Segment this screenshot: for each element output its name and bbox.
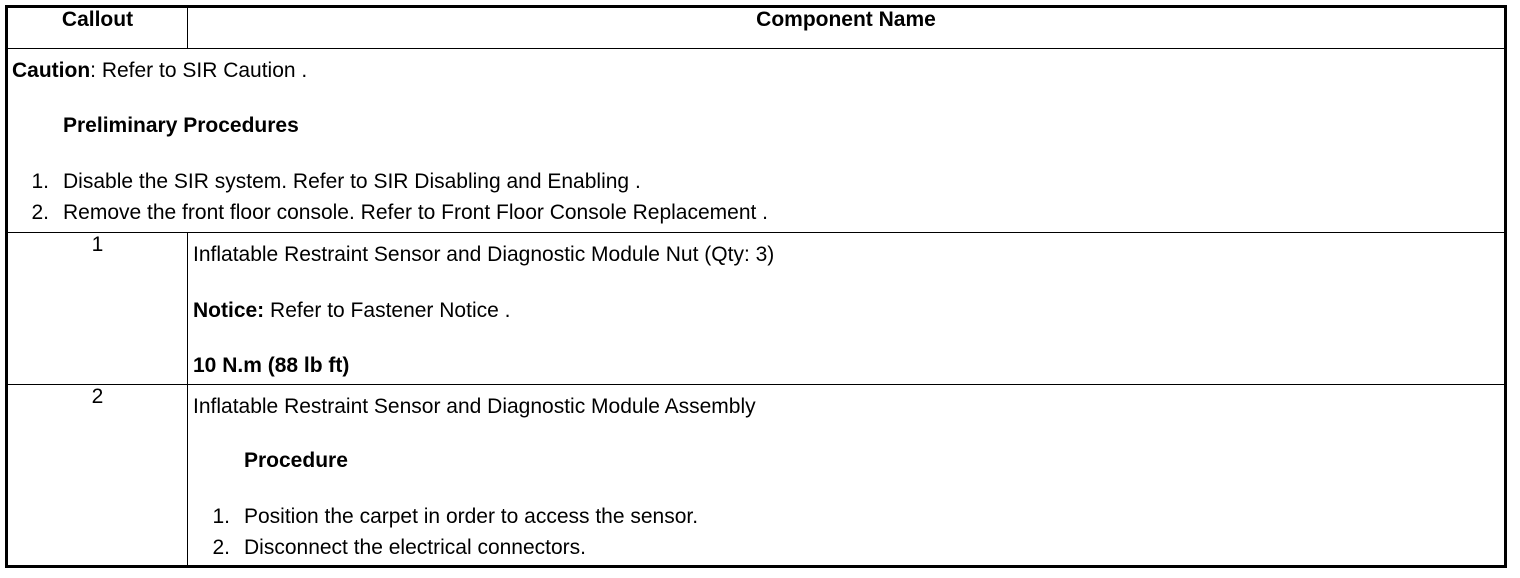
component-2-cell: [188, 385, 1506, 567]
intro-step-2: [19, 201, 768, 225]
procedure-step-1-text: Position the carpet in order to access the sensor.: [244, 505, 699, 528]
component-2-name: Inflatable Restraint Sensor and Diagnostic Module Assembly: [193, 395, 756, 418]
header-row: [7, 7, 1506, 49]
preliminary-procedures-title: Preliminary Procedures: [63, 114, 299, 137]
intro-step-1-number: 1.: [31, 170, 49, 193]
intro-step-2-text: Remove the front floor console. Refer to Front Floor Console Replacement .: [63, 201, 768, 224]
procedure-step-2: [200, 536, 586, 560]
procedure-step-1-number: 1.: [212, 505, 230, 528]
notice-label: Notice:: [193, 299, 265, 322]
table-row: [7, 385, 1506, 567]
intro-step-1-text: Disable the SIR system. Refer to SIR Disabling and Enabling .: [63, 170, 641, 193]
procedure-step-2-text: Disconnect the electrical connectors.: [244, 536, 586, 559]
notice-text: Refer to Fastener Notice .: [264, 299, 511, 322]
procedure-step-2-number: 2.: [212, 536, 230, 559]
intro-step-1: [19, 170, 641, 194]
component-1-cell: [188, 233, 1506, 385]
notice-line: [193, 299, 510, 323]
caution-line: [12, 59, 307, 83]
torque-spec: 10 N.m (88 lb ft): [193, 354, 350, 377]
caution-text: : Refer to SIR Caution .: [90, 59, 308, 82]
header-callout: Callout: [7, 7, 188, 49]
intro-row: [7, 49, 1506, 233]
callout-2: 2: [7, 385, 188, 567]
header-component-name: Component Name: [188, 7, 1506, 49]
procedure-title: Procedure: [244, 449, 348, 472]
caution-label: Caution: [12, 59, 91, 82]
procedure-table: [5, 5, 1507, 568]
callout-1: 1: [7, 233, 188, 385]
intro-cell: [7, 49, 1506, 233]
procedure-step-1: [200, 505, 698, 529]
component-1-name: Inflatable Restraint Sensor and Diagnostic Module Nut (Qty: 3): [193, 243, 775, 266]
table-row: [7, 233, 1506, 385]
intro-step-2-number: 2.: [31, 201, 49, 224]
